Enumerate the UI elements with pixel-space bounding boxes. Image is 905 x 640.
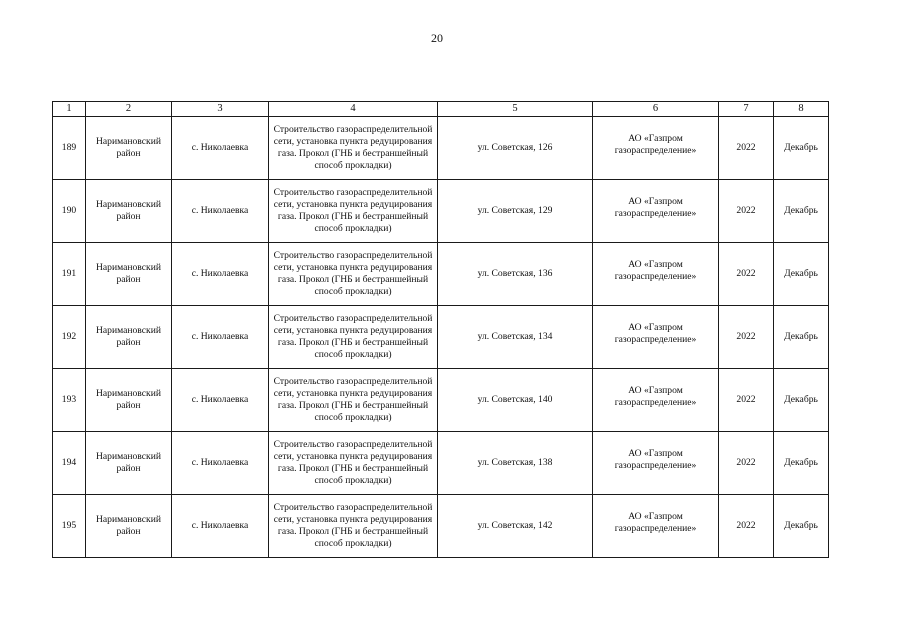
description-cell: Строительство газораспределительной сети, установка пункта редуцирования газа. Прокол (ГНБ и бестраншейный способ прокладки) [269,180,438,243]
description-cell: Строительство газораспределительной сети, установка пункта редуцирования газа. Прокол (ГНБ и бестраншейный способ прокладки) [269,306,438,369]
month-cell: Декабрь [774,243,829,306]
district-cell: Наримановский район [86,180,172,243]
column-header: 7 [719,102,774,117]
row-number: 195 [53,495,86,558]
row-number: 194 [53,432,86,495]
executor-text: АО «Газпром газораспределение» [614,258,697,282]
executor-cell [593,180,719,243]
description-cell: Строительство газораспределительной сети, установка пункта редуцирования газа. Прокол (ГНБ и бестраншейный способ прокладки) [269,495,438,558]
settlement-cell: с. Николаевка [172,117,269,180]
district-cell: Наримановский район [86,495,172,558]
description-cell: Строительство газораспределительной сети, установка пункта редуцирования газа. Прокол (ГНБ и бестраншейный способ прокладки) [269,117,438,180]
address-cell: ул. Советская, 129 [438,180,593,243]
executor-text: АО «Газпром газораспределение» [614,510,697,534]
description-cell: Строительство газораспределительной сети, установка пункта редуцирования газа. Прокол (ГНБ и бестраншейный способ прокладки) [269,432,438,495]
month-cell: Декабрь [774,306,829,369]
month-cell: Декабрь [774,369,829,432]
district-cell: Наримановский район [86,306,172,369]
table-row [53,369,829,432]
month-cell: Декабрь [774,117,829,180]
executor-cell [593,369,719,432]
year-cell: 2022 [719,432,774,495]
address-cell: ул. Советская, 138 [438,432,593,495]
executor-cell [593,243,719,306]
settlement-cell: с. Николаевка [172,369,269,432]
table-row [53,243,829,306]
year-cell: 2022 [719,117,774,180]
row-number: 189 [53,117,86,180]
settlement-cell: с. Николаевка [172,306,269,369]
executor-text: АО «Газпром газораспределение» [614,195,697,219]
month-cell: Декабрь [774,432,829,495]
row-number: 190 [53,180,86,243]
address-cell: ул. Советская, 126 [438,117,593,180]
column-header: 4 [269,102,438,117]
executor-text: АО «Газпром газораспределение» [614,132,697,156]
district-cell: Наримановский район [86,432,172,495]
executor-cell [593,495,719,558]
district-cell: Наримановский район [86,369,172,432]
month-cell: Декабрь [774,180,829,243]
row-number: 192 [53,306,86,369]
address-cell: ул. Советская, 142 [438,495,593,558]
address-cell: ул. Советская, 136 [438,243,593,306]
executor-text: АО «Газпром газораспределение» [614,321,697,345]
table-row [53,306,829,369]
settlement-cell: с. Николаевка [172,243,269,306]
district-cell: Наримановский район [86,243,172,306]
column-header: 6 [593,102,719,117]
column-header: 8 [774,102,829,117]
description-cell: Строительство газораспределительной сети, установка пункта редуцирования газа. Прокол (ГНБ и бестраншейный способ прокладки) [269,243,438,306]
settlement-cell: с. Николаевка [172,180,269,243]
table-row [53,432,829,495]
table-row [53,180,829,243]
executor-text: АО «Газпром газораспределение» [614,447,697,471]
header-row [53,102,829,117]
executor-cell [593,432,719,495]
address-cell: ул. Советская, 134 [438,306,593,369]
row-number: 191 [53,243,86,306]
table-row [53,495,829,558]
column-header: 1 [53,102,86,117]
district-cell: Наримановский район [86,117,172,180]
settlement-cell: с. Николаевка [172,495,269,558]
table-row [53,117,829,180]
row-number: 193 [53,369,86,432]
month-cell: Декабрь [774,495,829,558]
description-cell: Строительство газораспределительной сети, установка пункта редуцирования газа. Прокол (ГНБ и бестраншейный способ прокладки) [269,369,438,432]
year-cell: 2022 [719,243,774,306]
page-number: 20 [431,31,443,45]
year-cell: 2022 [719,306,774,369]
address-cell: ул. Советская, 140 [438,369,593,432]
column-header: 5 [438,102,593,117]
year-cell: 2022 [719,180,774,243]
column-header: 3 [172,102,269,117]
executor-text: АО «Газпром газораспределение» [614,384,697,408]
year-cell: 2022 [719,369,774,432]
settlement-cell: с. Николаевка [172,432,269,495]
executor-cell [593,306,719,369]
works-table [52,101,829,558]
column-header: 2 [86,102,172,117]
executor-cell [593,117,719,180]
year-cell: 2022 [719,495,774,558]
